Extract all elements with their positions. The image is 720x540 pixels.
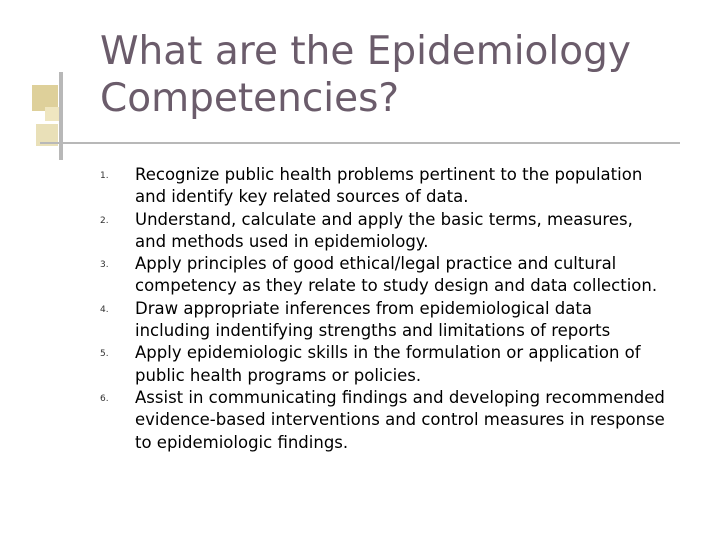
title-line: Competencies? [100,76,400,121]
text-line: including indentifying strengths and limitations of reports [135,321,611,341]
list-number: 3. [100,260,109,271]
list-number: 1. [100,171,109,181]
competency-list [100,164,710,454]
text-line: Apply principles of good ethical/legal practice and cultural [135,254,617,274]
text-line: Draw appropriate inferences from epidemiological data [135,298,592,318]
list-item [100,298,710,343]
list-item [100,387,710,454]
list-number: 4. [100,304,109,315]
list-item-text [135,342,710,387]
list-item [100,164,710,209]
text-line: and methods used in epidemiology. [135,231,429,251]
title-underline-rule [40,142,680,144]
list-item-text [135,209,710,254]
decorative-square [45,107,59,121]
list-item [100,342,710,387]
title-line: What are the Epidemiology [100,29,631,74]
list-number: 5. [100,349,109,360]
list-item-text [135,253,710,298]
list-item-text [135,164,710,209]
list-number: 6. [100,393,109,404]
text-line: to epidemiologic findings. [135,432,349,452]
text-line: Assist in communicating findings and developing recommended [135,387,665,407]
list-item [100,209,710,254]
list-item-text [135,298,710,343]
list-number: 2. [100,215,109,226]
list-item-text [135,387,710,454]
list-item [100,253,710,298]
slide-title [100,28,680,122]
text-line: and identify key related sources of data. [135,187,469,207]
text-line: competency as they relate to study design and data collection. [135,276,658,296]
text-line: Understand, calculate and apply the basic terms, measures, [135,209,633,229]
text-line: public health programs or policies. [135,365,422,385]
decorative-vertical-rule [59,72,63,160]
text-line: Recognize public health problems pertinent to the population [135,165,643,184]
text-line: evidence-based interventions and control measures in response [135,410,665,430]
text-line: Apply epidemiologic skills in the formulation or application of [135,343,641,363]
